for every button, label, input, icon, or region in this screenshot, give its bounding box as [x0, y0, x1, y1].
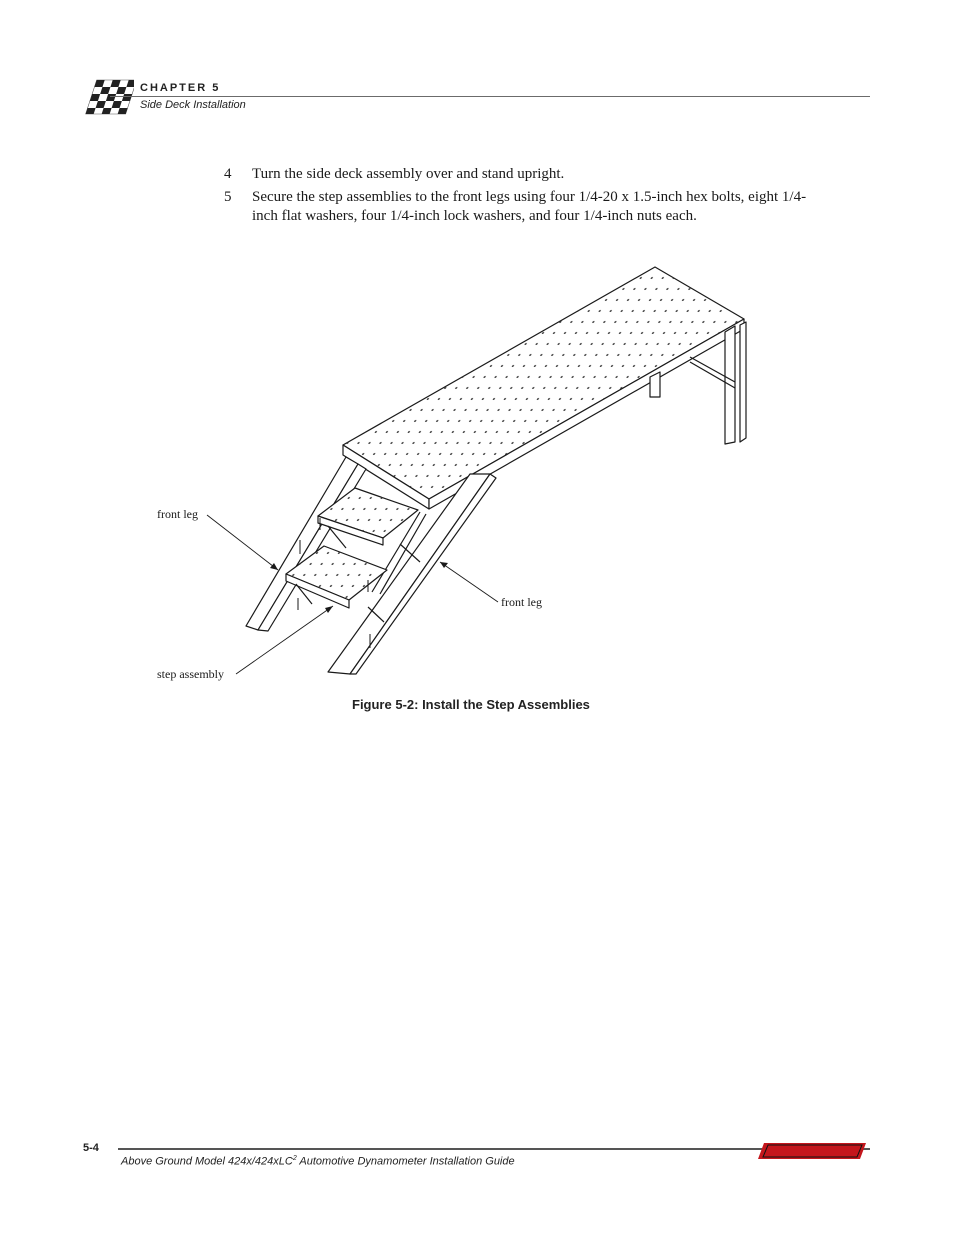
chapter-label: CHAPTER 5	[140, 82, 221, 94]
step-text: Secure the step assemblies to the front legs using four 1/4-20 x 1.5-inch hex bolts, eight 1/4-inch flat washers, four 1/4-inch lock washers, and four 1/4-inch nuts each.	[252, 189, 807, 224]
footer-title-main: Above Ground Model 424x/424xLC	[121, 1155, 293, 1168]
step-item	[224, 188, 814, 226]
dynojet-logo	[758, 1140, 868, 1162]
checkered-flag-icon	[82, 76, 134, 120]
page-number: 5-4	[83, 1142, 99, 1154]
footer-title	[121, 1155, 515, 1168]
callout-leader-front-leg-left	[207, 515, 278, 570]
step-number: 4	[224, 166, 232, 182]
footer-title-rest: Automotive Dynamometer Installation Guide	[296, 1155, 515, 1168]
section-label: Side Deck Installation	[140, 99, 246, 111]
callout-front-leg-left: front leg	[157, 507, 198, 521]
callout-leader-step-assembly	[236, 606, 333, 674]
figure-caption: Figure 5-2: Install the Step Assemblies	[352, 697, 590, 712]
callout-step-assembly: step assembly	[157, 667, 224, 681]
instruction-steps	[224, 165, 814, 230]
step-item	[224, 165, 814, 184]
header-rule	[110, 96, 870, 97]
step-number: 5	[224, 189, 232, 205]
callout-front-leg-right: front leg	[501, 595, 542, 609]
callout-leader-front-leg-right	[440, 562, 498, 602]
step-text: Turn the side deck assembly over and stand upright.	[252, 166, 565, 182]
step-assembly-figure	[150, 262, 770, 687]
footer-title-sup: 2	[292, 1155, 297, 1162]
side-deck-illustration	[150, 262, 770, 687]
